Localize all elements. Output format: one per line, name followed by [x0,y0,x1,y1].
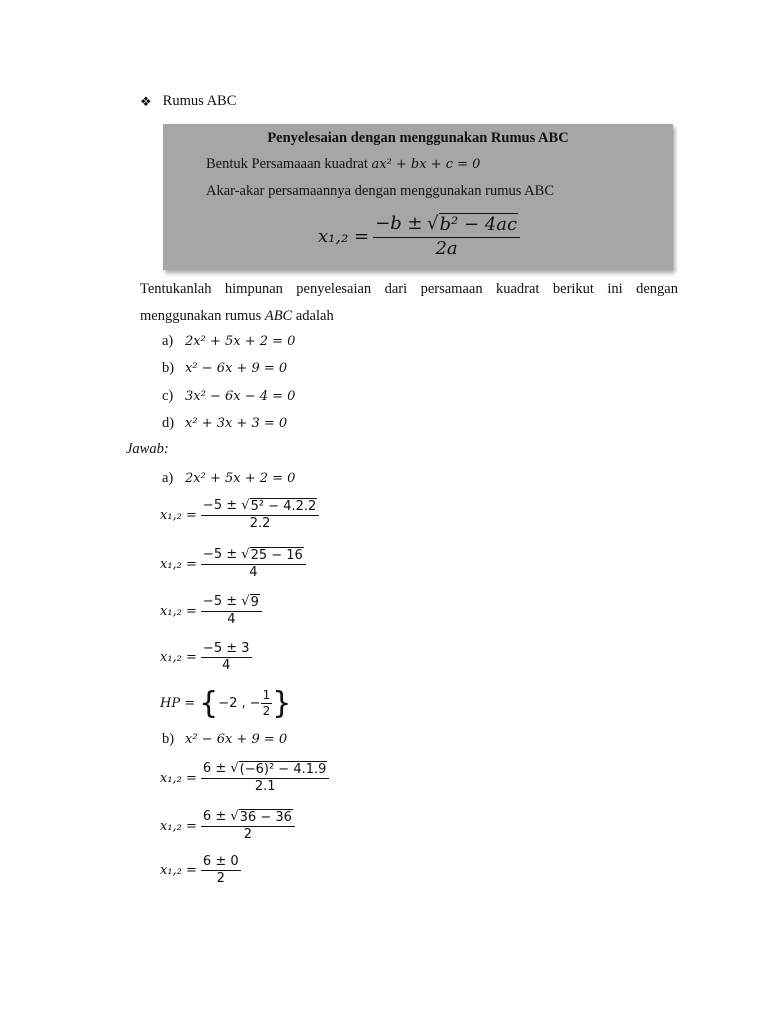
sqrt-icon: √ [241,547,250,562]
step-a1 [160,498,319,533]
step-denominator: 2.2 [249,516,271,532]
step-numerator: −5 ± 3 [201,641,252,658]
step-denominator: 4 [249,565,258,581]
step-fraction [201,498,319,533]
step-b2 [160,809,295,844]
step-lhs: x₁,₂ = [160,863,197,879]
step-num-pre: −5 ± [202,547,238,562]
step-lhs: x₁,₂ = [160,556,197,572]
sqrt-icon: √ [230,761,239,776]
formula-denominator: 2a [435,237,458,259]
box-line-form [206,156,480,173]
formula-box [163,124,673,270]
hp-value-1: −2 , − [218,696,261,711]
answer-b-header [162,731,287,748]
step-numerator: 6 ± 0 [201,854,241,871]
step-numerator [201,498,319,516]
step-fraction [201,547,306,582]
sqrt-icon: √ [241,594,250,609]
step-fraction [201,761,330,796]
step-denominator: 2 [243,827,253,843]
close-brace-icon: } [272,685,292,721]
step-sqrt [230,761,327,778]
step-b1 [160,761,329,796]
step-fraction [201,809,295,844]
step-fraction [201,641,252,675]
answer-equation-b: x² − 6x + 9 = 0 [185,732,288,747]
step-radicand: 25 − 16 [250,548,303,563]
intro-line-2 [140,303,678,330]
question-label: a) [162,333,174,349]
answer-equation-a: 2x² + 5x + 2 = 0 [185,471,296,486]
question-c [162,388,295,405]
question-b [162,360,287,377]
question-label: c) [162,388,174,404]
step-num-pre: −5 ± [202,594,238,609]
hp-fraction-den: 2 [262,704,271,718]
sqrt-icon: √ [230,809,239,824]
intro-line-2-post: adalah [295,308,334,324]
step-lhs: x₁,₂ = [160,603,197,619]
question-equation: x² − 6x + 9 = 0 [185,361,288,376]
hp-fraction [261,688,273,719]
step-a3 [160,594,262,629]
hp-fraction-num: 1 [262,688,271,702]
question-equation: 2x² + 5x + 2 = 0 [185,334,296,349]
answer-label-a: a) [162,470,174,486]
step-numerator [201,547,306,565]
formula-sqrt [427,213,518,237]
step-numerator [201,594,262,612]
step-denominator: 4 [222,658,231,674]
intro-line-2-em: ABC [264,308,293,324]
sqrt-icon: √ [427,213,439,234]
question-equation: 3x² − 6x − 4 = 0 [185,389,296,404]
step-sqrt [241,594,260,611]
question-a [162,333,295,350]
step-lhs: x₁,₂ = [160,818,197,834]
step-lhs: x₁,₂ = [160,650,197,666]
step-radicand: 9 [250,595,259,610]
step-fraction [201,594,262,629]
question-label: d) [162,415,175,431]
step-fraction [201,854,241,888]
intro-line-1: Tentukanlah himpunan penyelesaian dari persamaan kuadrat berikut ini dengan [140,281,678,297]
formula-num-pre: −b ± [375,213,423,234]
answer-label: Jawab: [126,441,169,457]
box-line-roots: Akar-akar persamaannya dengan menggunakan rumus ABC [206,183,554,199]
diamond-bullet-icon: ❖ [140,93,152,109]
step-lhs: x₁,₂ = [160,770,197,786]
abc-formula [318,212,520,260]
intro-line-2-pre: menggunakan rumus [140,308,262,324]
formula-lhs: x₁,₂ = [318,225,370,247]
question-equation: x² + 3x + 3 = 0 [185,416,288,431]
solution-set-a [160,685,292,721]
step-a2 [160,547,306,582]
heading-text: Rumus ABC [162,93,237,109]
step-lhs: x₁,₂ = [160,507,197,523]
formula-fraction [373,212,520,260]
step-num-pre: 6 ± [202,809,227,824]
step-numerator [201,761,330,779]
step-radicand: (−6)² − 4.1.9 [239,762,327,777]
step-radicand: 36 − 36 [239,810,292,825]
box-title: Penyelesaian dengan menggunakan Rumus ABC [267,130,569,146]
step-num-pre: −5 ± [202,498,238,513]
question-d [162,415,287,432]
step-numerator [201,809,295,827]
step-sqrt [241,498,317,515]
box-line-form-text: Bentuk Persamaaan kuadrat [206,156,368,172]
step-radicand: 5² − 4.2.2 [250,499,317,514]
hp-lhs: HP = [160,696,196,711]
step-sqrt [241,547,304,564]
section-heading [140,93,236,110]
question-label: b) [162,360,175,376]
answer-a-header [162,470,295,487]
open-brace-icon: { [199,685,219,721]
step-denominator: 2 [216,871,225,887]
answer-label-b: b) [162,731,175,747]
formula-numerator [373,212,520,238]
step-denominator: 2.1 [254,779,276,795]
sqrt-icon: √ [241,498,250,513]
step-num-pre: 6 ± [202,761,227,776]
formula-radicand: b² − 4ac [439,214,518,235]
step-a4 [160,641,252,675]
step-b3 [160,854,241,888]
step-sqrt [230,809,293,826]
box-line-form-equation: ax² + bx + c = 0 [371,157,481,172]
step-denominator: 4 [227,612,236,628]
